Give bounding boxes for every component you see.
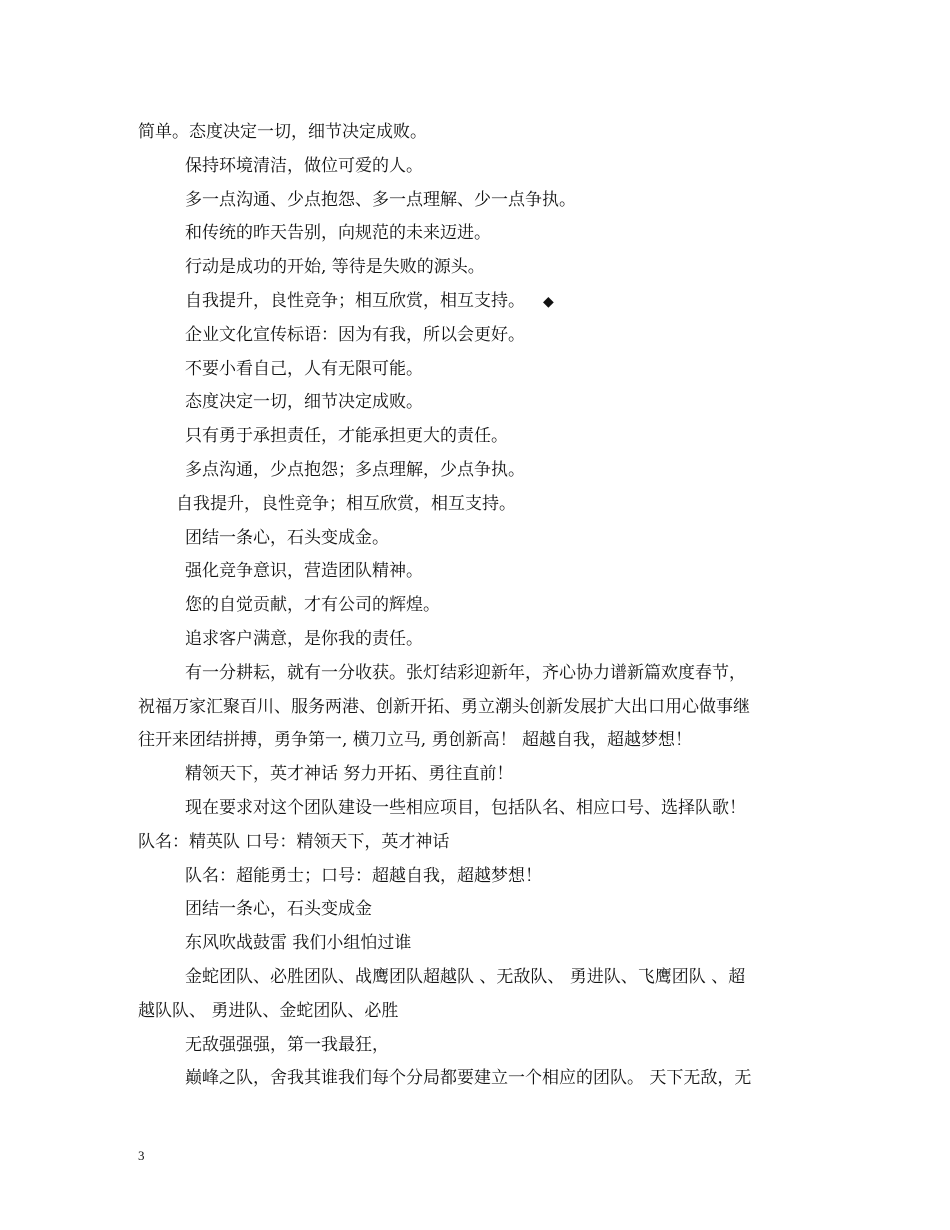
text-line — [138, 184, 818, 218]
text-line-content: 企业文化宣传标语：因为有我，所以会更好。 — [185, 324, 525, 345]
text-line-content: 简单。态度决定一切，细节决定成败。 — [138, 122, 427, 142]
text-line-content: 团结一条心，石头变成金 — [185, 899, 372, 920]
text-line-content: 团结一条心，石头变成金。 — [185, 527, 389, 548]
text-line-content: 您的自觉贡献，才有公司的辉煌。 — [185, 595, 440, 616]
text-line-content: 只有勇于承担责任，才能承担更大的责任。 — [185, 426, 508, 447]
text-line — [138, 1062, 818, 1096]
text-line-content: 自我提升，良性竞争；相互欣赏，相互支持。 — [176, 493, 516, 514]
text-line — [138, 826, 818, 860]
text-line — [138, 522, 818, 556]
text-line — [138, 555, 818, 589]
diamond-bullet-icon: ◆ — [543, 293, 554, 310]
page-number: 3 — [138, 1148, 145, 1163]
text-line-content: 行动是成功的开始, 等待是失败的源头。 — [185, 257, 485, 278]
text-line-content: 现在要求对这个团队建设一些相应项目，包括队名、相应口号、选择队歌！ — [185, 797, 746, 818]
text-line — [138, 251, 818, 285]
text-line-content: 多一点沟通、少点抱怨、多一点理解、少一点争执。 — [185, 189, 576, 210]
text-line — [138, 353, 818, 387]
text-line — [138, 623, 818, 657]
text-line-content: 有一分耕耘，就有一分收获。张灯结彩迎新年，齐心协力谱新篇欢度春节， — [185, 662, 746, 683]
text-line-content: 越队队、 勇进队、金蛇团队、必胜 — [138, 1000, 399, 1021]
body-text — [138, 116, 818, 1096]
text-line-content: 多点沟通，少点抱怨；多点理解，少点争执。 — [185, 459, 525, 480]
text-line-content: 和传统的昨天告别，向规范的未来迈进。 — [185, 223, 491, 244]
text-line — [138, 657, 818, 691]
text-line — [138, 893, 818, 927]
text-line — [138, 150, 818, 184]
text-line — [138, 724, 818, 758]
text-line-content: 态度决定一切，细节决定成败。 — [185, 392, 423, 413]
text-line — [138, 116, 818, 150]
text-line-content: 往开来团结拼搏，勇争第一, 横刀立马, 勇创新高！ 超越自我，超越梦想！ — [138, 730, 693, 751]
text-line-content: 队名：精英队 口号：精领天下，英才神话 — [138, 831, 450, 852]
text-line — [138, 927, 818, 961]
text-line-content: 不要小看自己，人有无限可能。 — [185, 358, 423, 379]
text-line-content: 队名：超能勇士；口号：超越自我，超越梦想！ — [185, 865, 542, 886]
text-line — [138, 454, 818, 488]
text-line — [138, 217, 818, 251]
text-line — [138, 589, 818, 623]
text-line-content: 保持环境清洁，做位可爱的人。 — [185, 155, 423, 176]
text-line-content: 金蛇团队、必胜团队、战鹰团队超越队 、无敌队、 勇进队、飞鹰团队 、超 — [185, 966, 746, 987]
text-line-content: 自我提升，良性竞争；相互欣赏，相互支持。 — [185, 290, 525, 311]
text-line-content: 无敌强强强，第一我最狂， — [185, 1034, 389, 1055]
text-line — [138, 386, 818, 420]
text-line — [138, 995, 818, 1029]
text-line-content: 东风吹战鼓雷 我们小组怕过谁 — [185, 933, 412, 954]
text-line-content: 巅峰之队，舍我其谁我们每个分局都要建立一个相应的团队。 天下无敌，无 — [185, 1068, 752, 1089]
text-line — [138, 758, 818, 792]
text-line — [138, 961, 818, 995]
text-line-content: 精领天下，英才神话 努力开拓、勇往直前！ — [185, 764, 514, 785]
text-line — [138, 860, 818, 894]
text-line-content: 强化竞争意识，营造团队精神。 — [185, 561, 423, 582]
text-line — [138, 792, 818, 826]
text-line — [138, 1029, 818, 1063]
text-line-content: 祝福万家汇聚百川、服务两港、创新开拓、勇立潮头创新发展扩大出口用心做事继 — [138, 696, 750, 717]
text-line — [138, 488, 818, 522]
text-line — [138, 420, 818, 454]
text-line — [138, 285, 818, 319]
text-line-content: 追求客户满意，是你我的责任。 — [185, 628, 423, 649]
text-line — [138, 319, 818, 353]
text-line — [138, 691, 818, 725]
